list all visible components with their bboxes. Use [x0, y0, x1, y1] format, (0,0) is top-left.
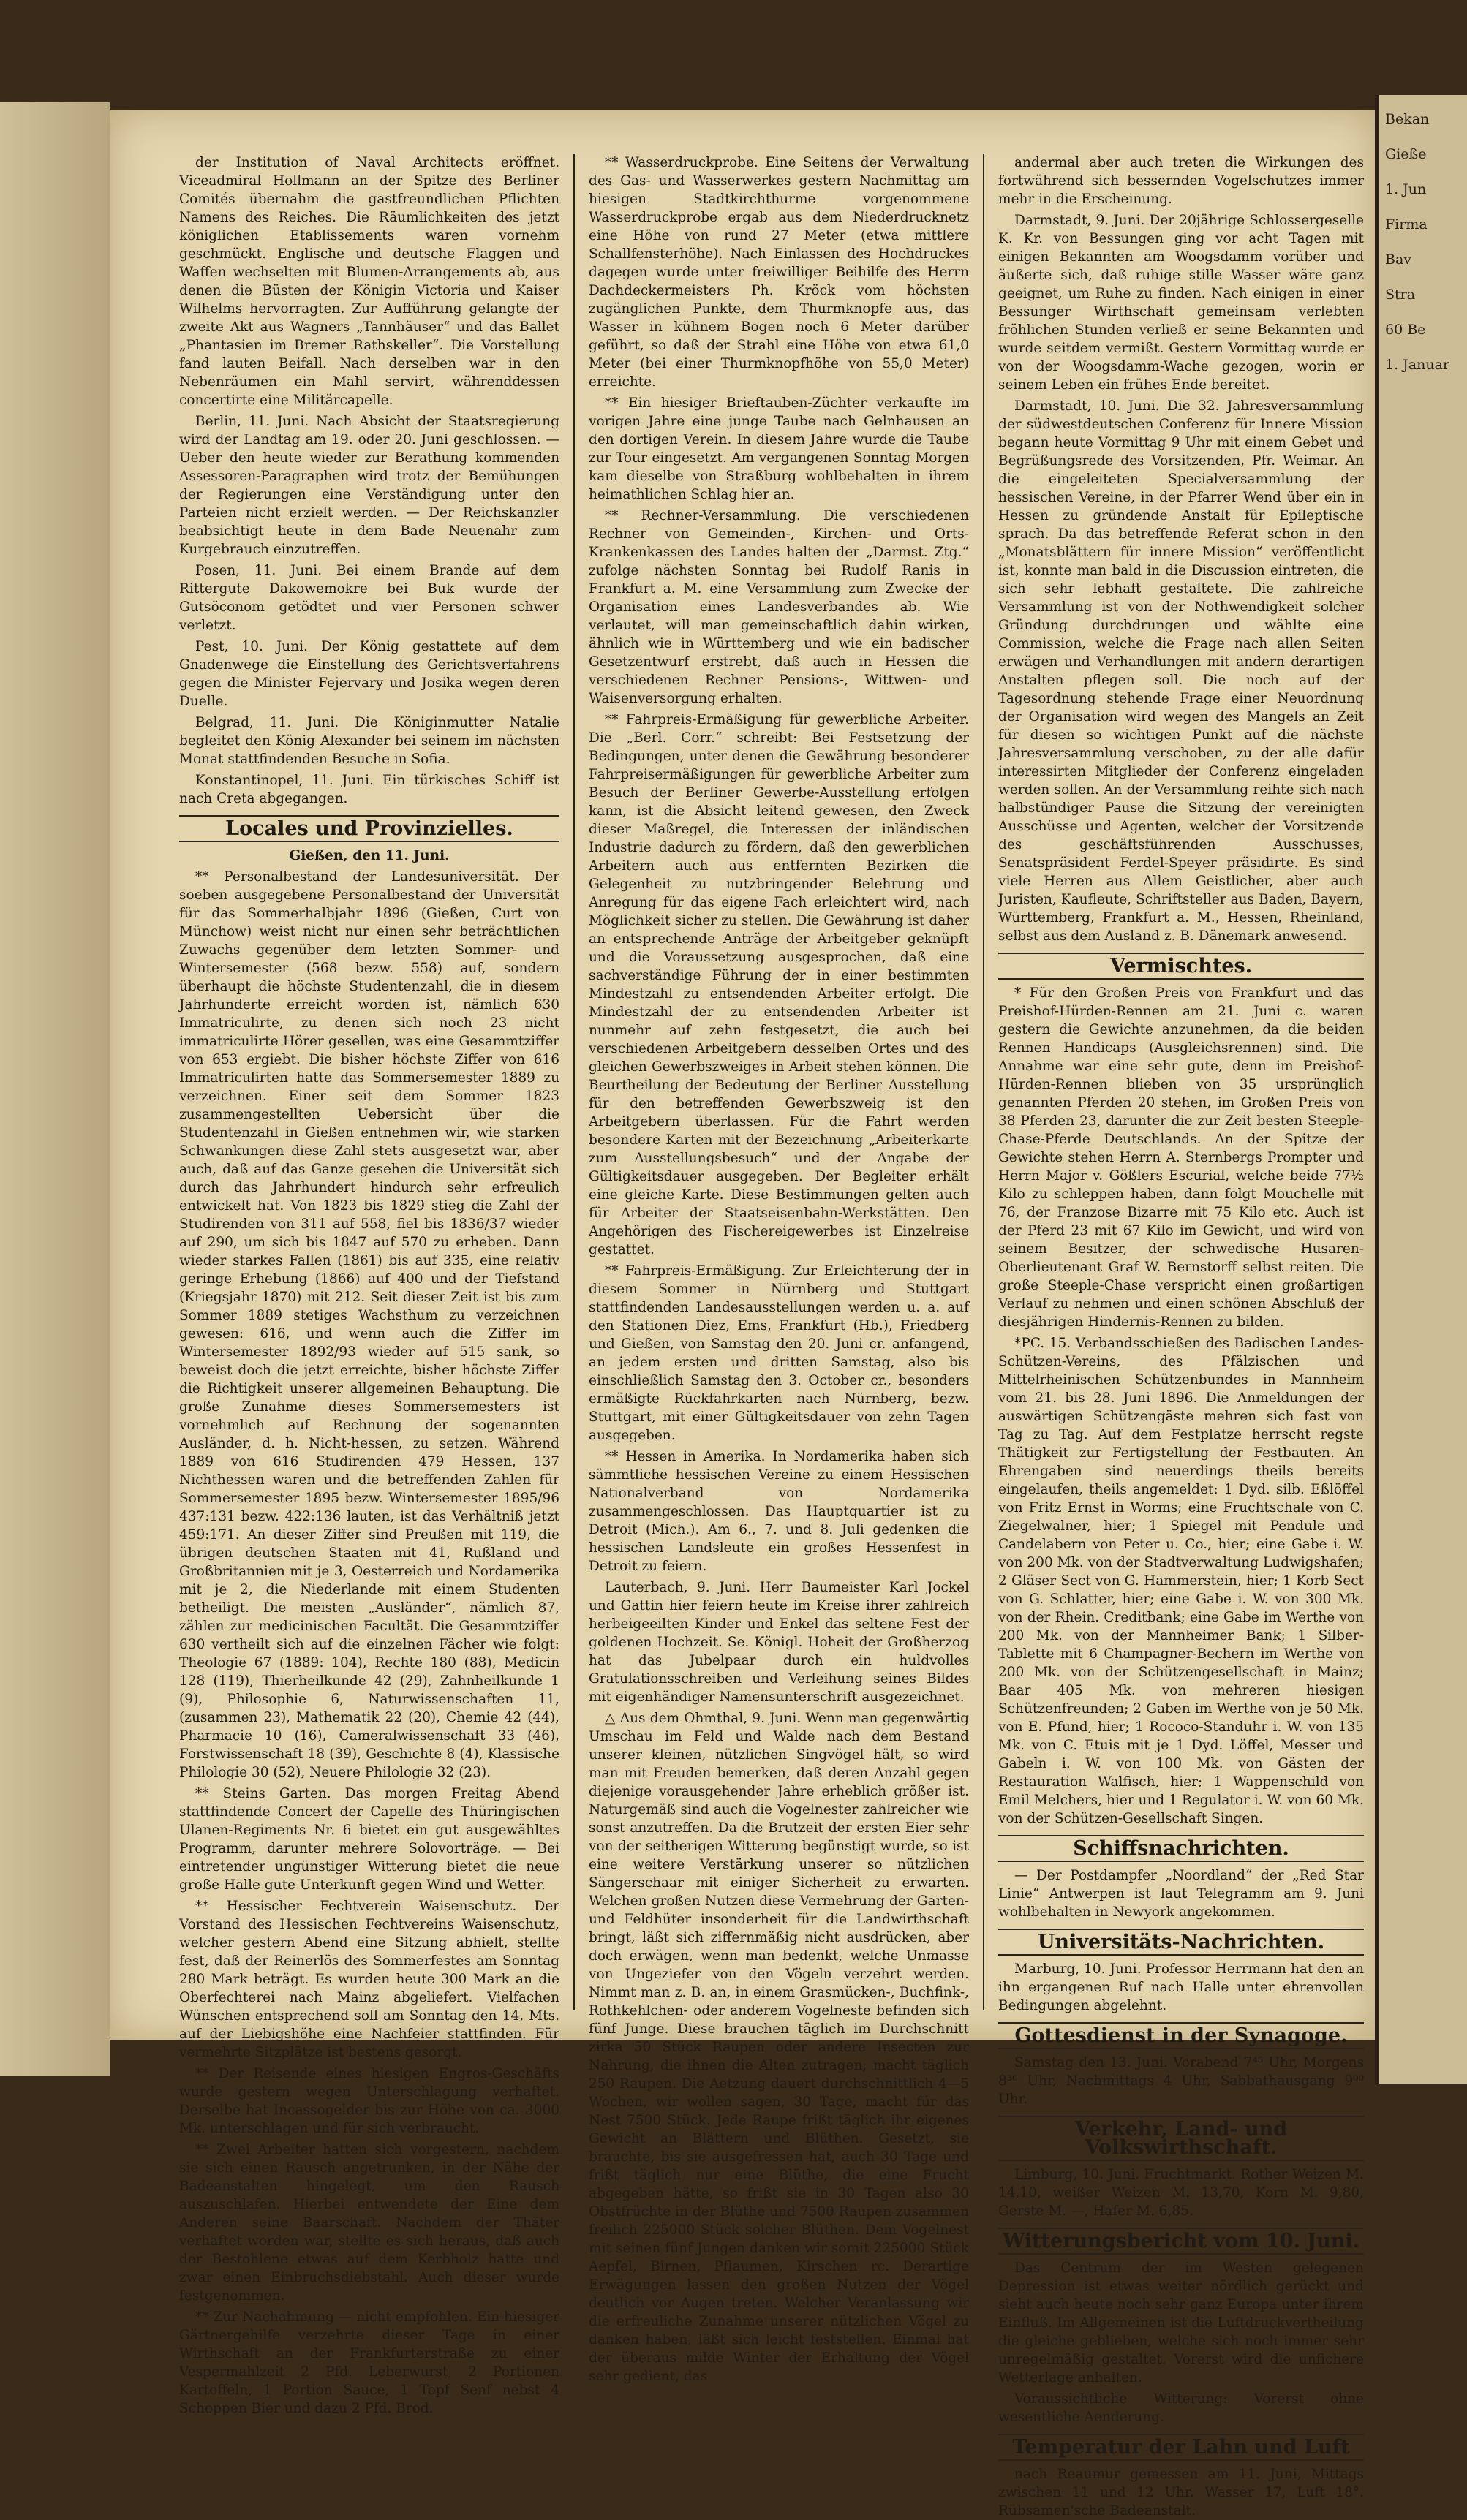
news-item: Das Centrum der im Westen gelegenen Depression ist etwas weiter nördlich gerückt und sieht auch heute noch sehr ganz Europa unter ihrem Einfluß. Im Allgemeinen ist die Luftdruckvertheilung die gleiche geblieben, welche sich noch immer sehr unregelmäßig gestaltet. Vorerst wird die unfichere Wetterlage anhalten.	[998, 2260, 1364, 2385]
news-item: ** Ein hiesiger Brieftauben-Züchter verkaufte im vorigen Jahre eine junge Taube nach Gelnhausen an den dortigen Verein. In diesem Jahre wurde die Taube zur Tour eingesetzt. Am vergangenen Sonntag Morgen kam dieselbe von Straßburg wohlbehalten in ihrem heimathlichen Schlag hier an.	[589, 396, 969, 502]
dateline: Gießen, den 11. Juni.	[289, 848, 450, 863]
next-page-fragment	[1375, 95, 1467, 2084]
news-item: ** Steins Garten. Das morgen Freitag Abend stattfindende Concert der Capelle des Thüringischen Ulanen-Regiments Nr. 6 bietet ein gut ausgewähltes Programm, darunter mehrere Solovorträge. — Bei eintretender ungünstiger Witterung bietet die neue große Halle gute Unterkunft gegen Wind und Wetter.	[179, 1786, 559, 1893]
fragment-line: 60 Be	[1385, 322, 1426, 338]
fragment-line: Gieße	[1385, 146, 1427, 162]
column-3	[998, 154, 1364, 2519]
column-rule	[983, 154, 984, 2010]
news-item: Samstag den 13. Juni. Vorabend 7⁴⁵ Uhr, Morgens 8³⁰ Uhr, Nachmittags 4 Uhr, Sabbathausgang 9⁰⁰ Uhr.	[998, 2055, 1364, 2107]
news-item: ** Rechner-Versammlung. Die verschiedenen Rechner von Gemeinden-, Kirchen- und Orts-Krankenkassen des Landes halten der „Darmst. Ztg.“ zufolge nächsten Sonntag bei Rudolf Ranis in Frankfurt a. M. eine Versammlung zum Zwecke der Organisation eines Landesverbandes ab. Wie verlautet, will man gemeinschaftlich dahin wirken, ähnlich wie in Württemberg und wie ein badischer Gesetzentwurf erstrebt, daß auch in Hessen die verschiedenen Rechner Pensions-, Wittwen- und Waisenversorgung erhalten.	[589, 508, 969, 706]
news-item: — Der Postdampfer „Noordland“ der „Red Star Linie“ Antwerpen ist laut Telegramm am 9. Juni wohlbehalten in Newyork angekommen.	[998, 1868, 1364, 1920]
section-heading: Vermischtes.	[998, 953, 1364, 980]
fragment-line: Bav	[1385, 251, 1412, 268]
news-item: Lauterbach, 9. Juni. Herr Baumeister Karl Jockel und Gattin hier feiern heute im Kreise ihrer zahlreich herbeigeeilten Kinder und Enkel das seltene Fest der goldenen Hochzeit. Se. Königl. Hoheit der Großherzog hat das Jubelpaar durch ein huldvolles Gratulationsschreiben und Verleihung seines Bildes mit eigenhändiger Namensunterschrift ausgezeichnet.	[589, 1580, 969, 1705]
column-1	[179, 154, 559, 2416]
news-item: *PC. 15. Verbandsschießen des Badischen Landes-Schützen-Vereins, des Pfälzischen und Mittelrheinischen Schützenbundes in Mannheim vom 21. bis 28. Juni 1896. Die Anmeldungen der auswärtigen Schützengäste mehren sich fast von Tag zu Tag. Auf dem Festplatze herrscht regste Thätigkeit zur Fertigstellung der Festbauten. An Ehrengaben sind neuerdings theils bereits eingelaufen, theils angemeldet: 1 Dyd. silb. Eßlöffel von Fritz Ernst in Worms; eine Fruchtschale von C. Ziegelwalner, hier; 1 Spiegel mit Pendule und Candelabern von Peter u. Co., hier; eine Gabe i. W. von 200 Mk. von der Stadtverwaltung Ludwigshafen; 2 Gläser Sect von G. Hammerstein, hier; 1 Korb Sect von G. Schlatter, hier; eine Gabe i. W. von 300 Mk. von der Rhein. Creditbank; eine Gabe im Werthe von 200 Mk. von der Mannheimer Bank; 1 Silber-Tablette mit 6 Champagner-Bechern im Werthe von 200 Mk. von der Schützengesellschaft in Mainz; Baar 405 Mk. von mehreren hiesigen Schützenfreunden; 2 Gaben im Werthe von je 50 Mk. von E. Pfund, hier; 1 Rococo-Standuhr i. W. von 135 Mk. von C. Etuis mit je 1 Dyd. Löffel, Messer und Gabeln i. W. von 100 Mk. von Gästen der Restauration Walfisch, hier; 1 Wappenschild von Emil Melchers, hier und 1 Regulator i. W. von 60 Mk. von der Schützen-Gesellschaft Singen.	[998, 1336, 1364, 1826]
news-item: ** Fahrpreis-Ermäßigung. Zur Erleichterung der in diesem Sommer in Nürnberg und Stuttgart stattfindenden Landesausstellungen werden u. a. auf den Stationen Diez, Ems, Frankfurt (Hb.), Friedberg und Gießen, von Samstag den 20. Juni cr. anfangend, an jedem ersten und dritten Samstag, also bis einschließlich Samstag den 3. October cr., besonders ermäßigte Rückfahrkarten nach Nürnberg, bezw. Stuttgart, mit einer Gültigkeitsdauer von zehn Tagen ausgegeben.	[589, 1263, 969, 1443]
fragment-line: 1. Januar	[1385, 357, 1449, 373]
news-item: andermal aber auch treten die Wirkungen des fortwährend sich bessernden Vogelschutzes immer mehr in die Erscheinung.	[998, 155, 1364, 207]
news-item: Posen, 11. Juni. Bei einem Brande auf dem Rittergute Dakowemokre bei Buk wurde der Gutsöconom getödtet und vier Personen schwer verletzt.	[179, 563, 559, 633]
news-item: ** Wasserdruckprobe. Eine Seitens der Verwaltung des Gas- und Wasserwerkes gestern Nachmittag am hiesigen Stadtkirchthurme vorgenommene Wasserdruckprobe ergab aus dem Niederdrucknetz eine Höhe von rund 27 Meter (etwa mittlere Schallfensterhöhe). Nach Einlassen des Hochdruckes dagegen wurde unter freiwilliger Beihilfe des Herrn Dachdeckermeisters Ph. Kröck vom höchsten zugänglichen Punkte, dem Thurmknopfe aus, das Wasser in kühnem Bogen noch 6 Meter darüber geführt, so daß der Strahl eine Höhe von etwa 61,0 Meter (bei einer Thurmknopfhöhe von 55,0 Meter) erreichte.	[589, 155, 969, 390]
news-item: Darmstadt, 10. Juni. Die 32. Jahresversammlung der südwestdeutschen Conferenz für Innere Mission begann heute Vormittag 9 Uhr mit einem Gebet und Begrüßungsrede des Vorsitzenden, Pfr. Weimar. An die eingeleiteten Specialversammlung der hessischen Vereine, in der Pfarrer Wend über ein in Hessen zu gründende Anstalt für Epileptische sprach. Da das betreffende Referat schon in den „Monatsblättern für innere Mission“ veröffentlicht ist, konnte man bald in die Discussion eintreten, die sich sehr lebhaft gestaltete. Die zahlreiche Versammlung ist von der Nothwendigkeit solcher Gründung durchdrungen und wählte eine Commission, welche die Frage nach allen Seiten erwägen und Verhandlungen mit andern derartigen Anstalten pflegen soll. Die noch auf der Tagesordnung stehende Frage einer Neuordnung der Organisation wird wegen des Mangels an Zeit für diesen so wichtigen Punkt auf die nächste Jahresversammlung verschoben, zu der alle dafür interessirten Mitglieder der Conferenz eingeladen werden sollen. An der Versammlung reihte sich nach halbstündiger Pause die Sitzung der vereinigten Ausschüsse und Agenten, welcher der Vorsitzende des geschäftsführenden Ausschusses, Senatspräsident Ferdel-Speyer präsidirte. Es sind viele Herren aus Allem Geistlicher, aber auch Juristen, Kaufleute, Schriftsteller aus Baden, Bayern, Württemberg, Frankfurt a. M., Hessen, Rheinland, selbst aus dem Ausland z. B. Dänemark anwesend.	[998, 398, 1364, 944]
news-item: Konstantinopel, 11. Juni. Ein türkisches Schiff ist nach Creta abgegangen.	[179, 773, 559, 806]
news-item: Belgrad, 11. Juni. Die Königinmutter Natalie begleitet den König Alexander bei seinem im nächsten Monat stattfindenden Besuche in Sofia.	[179, 715, 559, 767]
column-2	[589, 154, 969, 2384]
fragment-line: Stra	[1385, 287, 1416, 303]
news-item: Berlin, 11. Juni. Nach Absicht der Staatsregierung wird der Landtag am 19. oder 20. Juni geschlossen. — Ueber den heute wieder zur Berathung kommenden Assessoren-Paragraphen wird trotz der Bemühungen der Regierungen eine Verständigung unter den Parteien nicht erzielt werden. — Der Reichskanzler beabsichtigt heute in dem Bade Neuenahr zum Kurgebrauch einzutreffen.	[179, 414, 559, 557]
news-item: ** Der Reisende eines hiesigen Engros-Geschäfts wurde gestern wegen Unterschlagung verhaftet. Derselbe hat Incassogelder bis zur Höhe von ca. 3000 Mk. unterschlagen und für sich verbraucht.	[179, 2066, 559, 2136]
section-heading: Verkehr, Land- und Volkswirthschaft.	[998, 2116, 1364, 2161]
news-item: △ Aus dem Ohmthal, 9. Juni. Wenn man gegenwärtig Umschau im Feld und Walde nach dem Bestand unserer kleinen, nützlichen Singvögel hält, so wird man mit Freuden bemerken, daß deren Anzahl gegen diejenige vorausgehender Jahre erheblich größer ist. Naturgemäß sind auch die Vogelnester zahlreicher wie sonst anzutreffen. Da die Brutzeit der ersten Eier sehr von der seitherigen Witterung begünstigt wurde, so ist eine weitere Verstärkung unserer so nützlichen Sängerschaar mit einiger Sicherheit zu erwarten. Welchen großen Nutzen diese Vermehrung der Garten- und Feldhüter insonderheit für die Landwirthschaft bringt, läßt sich ziffernmäßig nicht ausdrücken, aber doch erwägen, wenn man bedenkt, welche Unmasse von Ungeziefer von den Vögeln verzehrt werden. Nimmt man z. B. an, in einem Grasmücken-, Buchfink-, Rothkehlchen- oder anderem Vogelneste befinden sich fünf Junge. Diese brauchen täglich im Durchschnitt zirka 50 Stück Raupen oder andere Insecten zur Nahrung, die ihnen die Alten zutragen; macht täglich 250 Raupen. Die Aetzung dauert durchschnittlich 4—5 Wochen, wir wollen sagen, 30 Tage, macht für das Nest 7500 Stück. Jede Raupe frißt täglich ihr eigenes Gewicht an Blättern und Blüthen. Gesetzt, sie brauchte, bis sie ausgefressen hat, auch 30 Tage und frißt täglich nur eine Blüthe, die eine Frucht abgegeben hätte, so frißt sie in 30 Tagen also 30 Obstfrüchte in der Blüthe und 7500 Raupen zusammen freilich 225000 Stück solcher Blüthen. Dem Vogelnest mit seinen fünf Jungen danken wir somit 225000 Stück Aepfel, Birnen, Pflaumen, Kirschen rc. Derartige Erwägungen lassen den großen Nutzen der Vögel deutlich vor Augen treten. Welcher Veranlassung wir die erfreuliche Zunahme unserer nützlichen Vögel zu danken haben, läßt sich leicht feststellen. Einmal hat der überaus milde Winter der Erhaltung der Vögel sehr gedient, das	[589, 1711, 969, 2384]
section-heading: Universitäts-Nachrichten.	[998, 1929, 1364, 1956]
left-page-edge	[0, 102, 110, 2076]
fragment-line: Firma	[1385, 216, 1428, 232]
news-item: Darmstadt, 9. Juni. Der 20jährige Schlossergeselle K. Kr. von Bessungen ging vor acht Tagen mit einigen Bekannten am Woogsdamm vorüber und äußerte sich, daß ruhige stille Wasser wäre ganz geeignet, um Ruhe zu finden. Nach einigen in einer Bessunger Wirthschaft gemeinsam verlebten fröhlichen Stunden verließ er seine Bekannten und wurde seitdem vermißt. Gestern Vormittag wurde er von der Woogsdamm-Wache gezogen, worin er seinem Leben ein frühes Ende bereitet.	[998, 213, 1364, 393]
news-item: Limburg, 10. Juni. Fruchtmarkt. Rother Weizen M. 14,10, weißer Weizen M. 13,70, Korn M. 9,80, Gerste M. —, Hafer M. 6,85.	[998, 2167, 1364, 2219]
section-heading: Temperatur der Lahn und Luft	[998, 2434, 1364, 2461]
news-item: ** Hessen in Amerika. In Nordamerika haben sich sämmtliche hessischen Vereine zu einem Hessischen Nationalverband von Nordamerika zusammengeschlossen. Das Hauptquartier ist zu Detroit (Mich.). Am 6., 7. und 8. Juli gedenken die hessischen Landsleute ein großes Hessenfest in Detroit zu feiern.	[589, 1449, 969, 1574]
fragment-line: 1. Jun	[1385, 181, 1427, 197]
section-heading: Locales und Provinzielles.	[179, 815, 559, 842]
news-item: ** Zwei Arbeiter hatten sich vorgestern, nachdem sie sich einen Rausch angetrunken, in der Nähe der Badeanstalten hingelegt, um den Rausch auszuschlafen. Hierbei entwendete der Eine dem Anderen seine Baarschaft. Nachdem der Thäter verhaftet worden war, stellte es sich heraus, daß auch der Bestohlene etwas auf dem Kerbholz hatte und zwar einen Einbruchsdiebstahl. Auch dieser wurde festgenommen.	[179, 2142, 559, 2304]
news-item: Pest, 10. Juni. Der König gestattete auf dem Gnadenwege die Einstellung des Gerichtsverfahrens gegen die Minister Fejervary und Josika wegen deren Duelle.	[179, 639, 559, 709]
news-item: Voraussichtliche Witterung: Vorerst ohne wesentliche Aenderung.	[998, 2391, 1364, 2425]
news-item: ** Zur Nachahmung — nicht empfohlen. Ein hiesiger Gärtnergehilfe verzehrte dieser Tage in einer Wirthschaft an der Frankfurterstraße zu einer Vespermahlzeit 2 Pfd. Leberwurst, 2 Portionen Kartoffeln, 1 Portion Sauce, 1 Topf Senf nebst 4 Schoppen Bier und dazu 2 Pfd. Brod.	[179, 2309, 559, 2416]
news-item: ** Hessischer Fechtverein Waisenschutz. Der Vorstand des Hessischen Fechtvereins Waisenschutz, welcher gestern Abend eine Sitzung abhielt, stellte fest, daß der Reinerlös des Sommerfestes am Sonntag 280 Mark beträgt. Es wurden heute 300 Mark an die Oberfechterei nach Mainz abgeliefert. Vielfachen Wünschen entsprechend soll am Sonntag den 14. Mts. auf der Liebigshöhe eine Nachfeier stattfinden. Für vermehrte Sitzplätze ist bestens gesorgt.	[179, 1899, 559, 2060]
news-item: nach Reaumur gemessen am 11. Juni, Mittags zwischen 11 und 12 Uhr. Wasser 17, Luft 18°. Rübsamen'sche Badeanstalt.	[998, 2467, 1364, 2519]
fragment-line: Bekan	[1385, 111, 1430, 127]
section-heading: Schiffsnachrichten.	[998, 1835, 1364, 1862]
news-item: ** Fahrpreis-Ermäßigung für gewerbliche Arbeiter. Die „Berl. Corr.“ schreibt: Bei Festsetzung der Bedingungen, unter denen die Gewährung besonderer Fahrpreisermäßigungen für gewerbliche Arbeiter zum Besuch der Berliner Gewerbe-Ausstellung erfolgen kann, ist die Absicht leitend gewesen, den Zweck dieser Maßregel, die Interessen der inländischen Industrie dadurch zu fördern, daß den gewerblichen Arbeitern auch aus entfernten Bezirken die Gelegenheit zu nutzbringender Belehrung und Anregung für das eigene Fach erleichtert wird, nach Möglichkeit sicher zu stellen. Die Gewährung ist daher an entsprechende Anträge der Arbeitgeber geknüpft und die Voraussetzung ausgesprochen, daß eine sachverständige Führung der in einer bestimmten Mindestzahl zu entsendenden Arbeiter erfolgt. Die Mindestzahl der zu entsendenden Arbeiter ist nunmehr auf zehn festgesetzt, die auch bei verschiedenen Arbeitgebern desselben Ortes und des gleichen Gewerbszweiges in Arbeit stehen können. Die Beurtheilung der Bedeutung der Berliner Ausstellung für den betreffenden Gewerbszweig ist den Arbeitgebern überlassen. Für die Fahrt werden besondere Karten mit der Bezeichnung „Arbeiterkarte zum Ausstellungsbesuch“ und der Angabe der Gültigkeitsdauer ausgegeben. Der Begleiter erhält eine gleiche Karte. Diese Bestimmungen gelten auch für Arbeiter der Staatseisenbahn-Werkstätten. Den Angehörigen des Fischereigewerbes ist Einzelreise gestattet.	[589, 712, 969, 1257]
article-text: der Institution of Naval Architects eröffnet. Viceadmiral Hollmann an der Spitze des Berliner Comités übernahm die gastfreundlichen Pflichten Namens des Reiches. Die Räumlichkeiten des jetzt königlichen Etablissements waren vornehm geschmückt. Englische und deutsche Flaggen und Waffen wechselten mit Blumen-Arrangements ab, aus denen die Büsten der Königin Victoria und Kaiser Wilhelms hervorragten. Zur Aufführung gelangte der zweite Akt aus Wagners „Tannhäuser“ und das Ballet „Phantasien im Bremer Rathskeller“. Die Vorstellung fand lauten Beifall. Nach derselben war in den Nebenräumen ein Mahl servirt, währenddessen concertirte eine Militärcapelle.	[179, 155, 559, 408]
section-heading: Witterungsbericht vom 10. Juni.	[998, 2228, 1364, 2255]
news-item: Marburg, 10. Juni. Professor Herrmann hat den an ihn ergangenen Ruf nach Halle unter ehrenvollen Bedingungen abgelehnt.	[998, 1961, 1364, 2013]
newspaper-page	[110, 110, 1375, 2519]
column-rule	[573, 154, 575, 2010]
news-item: ** Personalbestand der Landesuniversität. Der soeben ausgegebene Personalbestand der Universität für das Sommerhalbjahr 1896 (Gießen, Curt von Münchow) weist nicht nur einen sehr beträchtlichen Zuwachs gegenüber dem letzten Sommer- und Wintersemester (568 bezw. 558) auf, sondern überhaupt die höchste Studentenzahl, die in diesem Jahrhunderte erreicht worden ist, nämlich 630 Immatriculirte, zu denen sich noch 23 nicht immatriculirte Hörer gesellen, was eine Gesammtziffer von 653 ergiebt. Die bisher höchste Ziffer von 616 Immatriculirten hatte das Sommersemester 1889 zu verzeichnen. Einer seit dem Sommer 1823 zusammengestellten Uebersicht über die Studentenzahl in Gießen entnehmen wir, wie starken Schwankungen diese Zahl stets ausgesetzt war, aber auch, daß auf das Ganze gesehen die Universität sich durch das Jahrhundert hindurch sehr erfreulich entwickelt hat. Von 1823 bis 1829 stieg die Zahl der Studirenden von 311 auf 558, fiel bis 1836/37 wieder auf 290, um sich bis 1847 auf 570 zu erheben. Dann wieder starkes Fallen (1861) bis auf 335, eine relativ geringe Erhebung (1866) auf 400 und der Tiefstand (Kriegsjahr 1870) mit 212. Seit dieser Zeit ist bis zum Sommer 1889 stetiges Wachsthum zu verzeichnen gewesen: 616, und wenn auch die Ziffer im Wintersemester 1892/93 wieder auf 515 sank, so beweist doch die jetzt erreichte, bisher höchste Ziffer die Richtigkeit unserer allgemeinen Behauptung. Die große Zunahme dieses Sommersemesters ist vornehmlich auf Rechnung der sogenannten Ausländer, d. h. Nicht-hessen, zu setzen. Während 1889 von 616 Studirenden 479 Hessen, 137 Nichthessen waren und die betreffenden Zahlen für Sommersemester 1895 bezw. Wintersemester 1895/96 437:131 bezw. 422:136 lauten, ist das Verhältniß jetzt 459:171. An dieser Ziffer sind Preußen mit 119, die übrigen deutschen Staaten mit 41, Rußland und Großbritannien mit je 3, Oesterreich und Nordamerika mit je 2, die Niederlande mit einem Studenten betheiligt. Die meisten „Ausländer“, nämlich 87, zählen zur medicinischen Facultät. Die Gesammtziffer 630 vertheilt sich auf die einzelnen Fächer wie folgt: Theologie 67 (1889: 104), Rechte 180 (88), Medicin 128 (119), Thierheilkunde 42 (29), Zahnheilkunde 1 (9), Philosophie 6, Naturwissenschaften 11, (zusammen 23), Mathematik 22 (20), Chemie 42 (44), Pharmacie 10 (16), Cameralwissenschaft 33 (46), Forstwissenschaft 18 (39), Geschichte 8 (4), Klassische Philologie 30 (52), Neuere Philologie 32 (23).	[179, 869, 559, 1780]
news-item: * Für den Großen Preis von Frankfurt und das Preishof-Hürden-Rennen am 21. Juni c. waren gestern die Gewichte anzunehmen, da die beiden Rennen Handicaps (Ausgleichsrennen) sind. Die Annahme war eine sehr gute, denn im Preishof-Hürden-Rennen blieben von 35 ursprünglich genannten Pferden 20 stehen, im Großen Preis von 38 Pferden 23, darunter die zur Zeit besten Steeple-Chase-Pferde Deutschlands. An der Spitze der Gewichte stehen Herrn A. Sternbergs Prompter und Herrn Major v. Gößlers Escurial, welche beide 77½ Kilo zu schleppen haben, dann folgt Mouchelle mit 76, der Franzose Bizarre mit 75 Kilo etc. Auch ist der Pferd 23 mit 67 Kilo im Gewicht, und wird von seinem Besitzer, der schwedische Husaren-Oberlieutenant Graf W. Bernstorff selbst reiten. Die große Steeple-Chase verspricht einen großartigen Verlauf zu nehmen und einen schönen Abschluß der diesjährigen Hindernis-Rennen zu bilden.	[998, 985, 1364, 1330]
section-heading: Gottesdienst in der Synagoge.	[998, 2022, 1364, 2049]
